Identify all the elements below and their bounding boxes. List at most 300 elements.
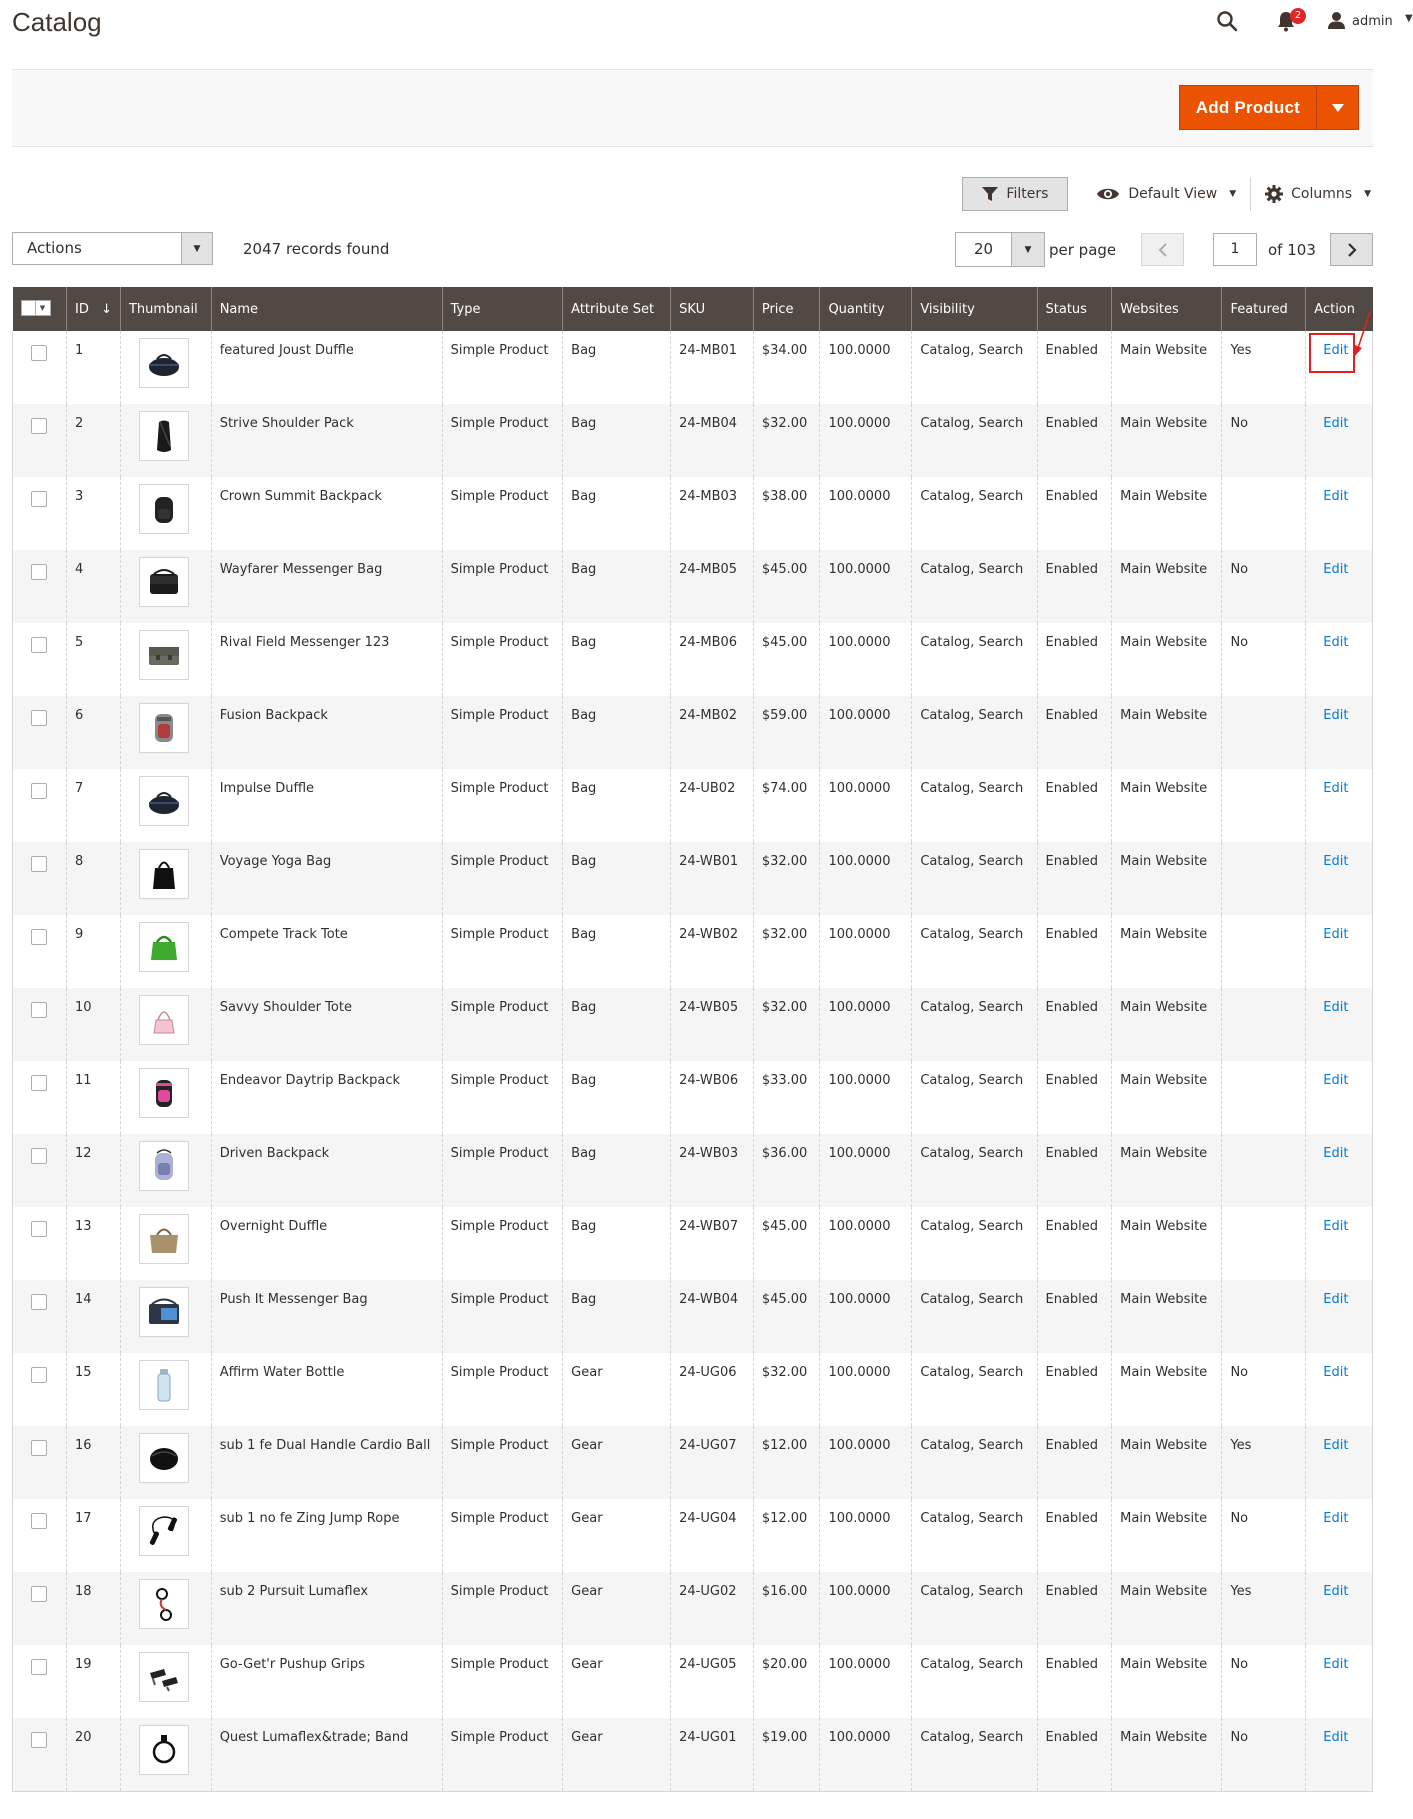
row-checkbox[interactable] <box>31 1513 47 1529</box>
cell-websites: Main Website <box>1112 1426 1222 1499</box>
caret-down-icon: ▼ <box>39 303 46 312</box>
cell-thumbnail <box>120 477 211 550</box>
cell-quantity: 100.0000 <box>820 1572 912 1645</box>
cell-status: Enabled <box>1037 769 1112 842</box>
cell-thumbnail <box>120 1426 211 1499</box>
cell-select <box>13 1280 67 1353</box>
cell-attribute-set: Bag <box>563 842 671 915</box>
cell-type: Simple Product <box>442 1499 563 1572</box>
cell-thumbnail <box>120 1645 211 1718</box>
cell-id: 10 <box>66 988 120 1061</box>
cell-websites: Main Website <box>1112 1353 1222 1426</box>
cell-id: 19 <box>66 1645 120 1718</box>
cell-id: 14 <box>66 1280 120 1353</box>
cell-websites: Main Website <box>1112 1572 1222 1645</box>
cell-attribute-set: Bag <box>563 1207 671 1280</box>
table-row[interactable] <box>13 623 1373 696</box>
cell-quantity: 100.0000 <box>820 404 912 477</box>
edit-link[interactable]: Edit <box>1323 489 1349 504</box>
edit-link[interactable]: Edit <box>1323 1365 1349 1380</box>
product-thumbnail[interactable] <box>139 1068 189 1118</box>
previous-page-button[interactable] <box>1141 233 1184 266</box>
cell-visibility: Catalog, Search <box>912 1572 1037 1645</box>
table-row[interactable] <box>13 696 1373 769</box>
product-thumbnail[interactable] <box>139 1579 189 1629</box>
product-grid <box>12 287 1373 1792</box>
cell-status: Enabled <box>1037 1718 1112 1791</box>
table-row[interactable] <box>13 550 1373 623</box>
tote-icon <box>144 854 184 894</box>
cell-price: $12.00 <box>753 1426 820 1499</box>
shoulder-pack-icon <box>144 416 184 456</box>
row-checkbox[interactable] <box>31 1221 47 1237</box>
cell-id: 8 <box>66 842 120 915</box>
edit-link[interactable]: Edit <box>1323 416 1349 431</box>
cell-action <box>1306 1061 1373 1134</box>
grid-header-row <box>13 287 1373 331</box>
cell-websites: Main Website <box>1112 915 1222 988</box>
cell-sku: 24-WB07 <box>671 1207 754 1280</box>
cell-name: sub 1 fe Dual Handle Cardio Ball <box>211 1426 442 1499</box>
row-checkbox[interactable] <box>31 710 47 726</box>
columns-switcher[interactable] <box>1265 185 1371 203</box>
cell-action <box>1306 1499 1373 1572</box>
cell-action <box>1306 404 1373 477</box>
cell-select <box>13 769 67 842</box>
search-icon[interactable] <box>1216 10 1238 32</box>
row-checkbox[interactable] <box>31 1732 47 1748</box>
cell-thumbnail <box>120 623 211 696</box>
row-checkbox[interactable] <box>31 929 47 945</box>
cell-sku: 24-MB03 <box>671 477 754 550</box>
column-header-id[interactable]: ID ↓ <box>66 287 120 331</box>
cell-select <box>13 1207 67 1280</box>
cell-price: $45.00 <box>753 550 820 623</box>
cell-sku: 24-UG07 <box>671 1426 754 1499</box>
cell-visibility: Catalog, Search <box>912 769 1037 842</box>
cell-name: Overnight Duffle <box>211 1207 442 1280</box>
cell-thumbnail <box>120 915 211 988</box>
cell-status: Enabled <box>1037 477 1112 550</box>
cell-websites: Main Website <box>1112 477 1222 550</box>
cell-featured: No <box>1222 1353 1306 1426</box>
product-thumbnail[interactable] <box>139 1725 189 1775</box>
cell-attribute-set: Gear <box>563 1645 671 1718</box>
edit-link[interactable]: Edit <box>1323 562 1349 577</box>
edit-link[interactable]: Edit <box>1323 343 1349 358</box>
row-checkbox[interactable] <box>31 637 47 653</box>
lumaflex-icon <box>144 1584 184 1624</box>
records-count: 2047 records found <box>243 240 390 258</box>
page-title: Catalog <box>12 7 102 37</box>
table-row[interactable] <box>13 331 1373 404</box>
edit-link[interactable]: Edit <box>1323 708 1349 723</box>
cell-websites: Main Website <box>1112 623 1222 696</box>
cell-sku: 24-WB02 <box>671 915 754 988</box>
table-row[interactable] <box>13 1207 1373 1280</box>
cell-select <box>13 988 67 1061</box>
product-thumbnail[interactable] <box>139 1652 189 1702</box>
cell-sku: 24-MB04 <box>671 404 754 477</box>
cell-name: Endeavor Daytrip Backpack <box>211 1061 442 1134</box>
cell-price: $45.00 <box>753 623 820 696</box>
product-thumbnail[interactable] <box>139 995 189 1045</box>
edit-link[interactable]: Edit <box>1323 1438 1349 1453</box>
row-checkbox[interactable] <box>31 1440 47 1456</box>
cell-quantity: 100.0000 <box>820 988 912 1061</box>
product-thumbnail[interactable] <box>139 1287 189 1337</box>
cell-featured: Yes <box>1222 1572 1306 1645</box>
cell-name: featured Joust Duffle <box>211 331 442 404</box>
cell-featured <box>1222 1280 1306 1353</box>
cell-type: Simple Product <box>442 1061 563 1134</box>
row-checkbox[interactable] <box>31 418 47 434</box>
water-bottle-icon <box>144 1365 184 1405</box>
cell-type: Simple Product <box>442 1718 563 1791</box>
cell-quantity: 100.0000 <box>820 1280 912 1353</box>
tan-duffle-icon <box>144 1219 184 1259</box>
cell-select <box>13 404 67 477</box>
cell-type: Simple Product <box>442 1426 563 1499</box>
cell-action <box>1306 842 1373 915</box>
row-checkbox[interactable] <box>31 1148 47 1164</box>
cell-name: Fusion Backpack <box>211 696 442 769</box>
edit-link[interactable]: Edit <box>1323 1584 1349 1599</box>
cell-id: 17 <box>66 1499 120 1572</box>
duffle-icon <box>144 781 184 821</box>
sort-arrow-down-icon: ↓ <box>101 301 112 317</box>
column-header-featured[interactable]: Featured <box>1222 287 1306 331</box>
cell-quantity: 100.0000 <box>820 1353 912 1426</box>
table-row[interactable] <box>13 1718 1373 1791</box>
cell-attribute-set: Bag <box>563 404 671 477</box>
product-thumbnail[interactable] <box>139 1141 189 1191</box>
column-header-type[interactable]: Type <box>442 287 563 331</box>
product-thumbnail[interactable] <box>139 338 189 388</box>
filters-label: Filters <box>1006 186 1049 202</box>
cell-price: $32.00 <box>753 915 820 988</box>
cell-websites: Main Website <box>1112 404 1222 477</box>
pink-tote-icon <box>144 1000 184 1040</box>
edit-link[interactable]: Edit <box>1323 854 1349 869</box>
cell-name: Savvy Shoulder Tote <box>211 988 442 1061</box>
edit-link[interactable]: Edit <box>1323 1219 1349 1234</box>
table-row[interactable] <box>13 1645 1373 1718</box>
caret-down-icon[interactable]: ▼ <box>1405 13 1413 24</box>
cell-id: 1 <box>66 331 120 404</box>
cell-action <box>1306 1280 1373 1353</box>
product-thumbnail[interactable] <box>139 922 189 972</box>
cell-websites: Main Website <box>1112 1061 1222 1134</box>
cell-attribute-set: Gear <box>563 1572 671 1645</box>
cell-select <box>13 915 67 988</box>
cell-price: $36.00 <box>753 1134 820 1207</box>
cell-visibility: Catalog, Search <box>912 1645 1037 1718</box>
cell-thumbnail <box>120 1134 211 1207</box>
column-header-price[interactable]: Price <box>753 287 820 331</box>
cell-visibility: Catalog, Search <box>912 477 1037 550</box>
cell-name: Quest Lumaflex&trade; Band <box>211 1718 442 1791</box>
next-page-button[interactable] <box>1330 233 1373 266</box>
cell-visibility: Catalog, Search <box>912 1353 1037 1426</box>
product-thumbnail[interactable] <box>139 703 189 753</box>
cell-visibility: Catalog, Search <box>912 842 1037 915</box>
cell-quantity: 100.0000 <box>820 623 912 696</box>
cardio-ball-icon <box>144 1438 184 1478</box>
edit-link[interactable]: Edit <box>1323 1146 1349 1161</box>
cell-featured <box>1222 1061 1306 1134</box>
table-row[interactable] <box>13 1572 1373 1645</box>
cell-name: Push It Messenger Bag <box>211 1280 442 1353</box>
cell-action <box>1306 550 1373 623</box>
cell-id: 9 <box>66 915 120 988</box>
product-thumbnail[interactable] <box>139 630 189 680</box>
cell-action <box>1306 988 1373 1061</box>
cell-price: $45.00 <box>753 1207 820 1280</box>
row-checkbox[interactable] <box>31 491 47 507</box>
product-thumbnail[interactable] <box>139 557 189 607</box>
product-thumbnail[interactable] <box>139 1214 189 1264</box>
cell-featured <box>1222 769 1306 842</box>
cell-attribute-set: Gear <box>563 1499 671 1572</box>
product-thumbnail[interactable] <box>139 776 189 826</box>
cell-websites: Main Website <box>1112 769 1222 842</box>
cell-quantity: 100.0000 <box>820 696 912 769</box>
cell-select <box>13 1061 67 1134</box>
backpack-icon <box>144 489 184 529</box>
product-thumbnail[interactable] <box>139 411 189 461</box>
table-row[interactable] <box>13 1280 1373 1353</box>
cell-id: 6 <box>66 696 120 769</box>
cell-quantity: 100.0000 <box>820 915 912 988</box>
cell-status: Enabled <box>1037 1134 1112 1207</box>
product-thumbnail[interactable] <box>139 484 189 534</box>
cell-thumbnail <box>120 331 211 404</box>
table-row[interactable] <box>13 1426 1373 1499</box>
caret-down-icon: ▼ <box>181 233 212 264</box>
row-checkbox[interactable] <box>31 783 47 799</box>
cell-name: Strive Shoulder Pack <box>211 404 442 477</box>
cell-featured: Yes <box>1222 1426 1306 1499</box>
fusion-backpack-icon <box>144 708 184 748</box>
grid-controls <box>962 177 1371 211</box>
cell-type: Simple Product <box>442 550 563 623</box>
cell-attribute-set: Bag <box>563 696 671 769</box>
divider <box>1250 177 1251 211</box>
cell-websites: Main Website <box>1112 988 1222 1061</box>
cell-name: Crown Summit Backpack <box>211 477 442 550</box>
cell-name: Impulse Duffle <box>211 769 442 842</box>
row-checkbox[interactable] <box>31 1294 47 1310</box>
cell-visibility: Catalog, Search <box>912 988 1037 1061</box>
cell-attribute-set: Bag <box>563 1061 671 1134</box>
cell-thumbnail <box>120 1280 211 1353</box>
cell-price: $20.00 <box>753 1645 820 1718</box>
cell-visibility: Catalog, Search <box>912 331 1037 404</box>
cell-name: Rival Field Messenger 123 <box>211 623 442 696</box>
cell-id: 4 <box>66 550 120 623</box>
blue-messenger-icon <box>144 1292 184 1332</box>
user-icon[interactable] <box>1327 11 1346 30</box>
cell-action <box>1306 1572 1373 1645</box>
cell-action <box>1306 1353 1373 1426</box>
cell-sku: 24-UG01 <box>671 1718 754 1791</box>
cell-quantity: 100.0000 <box>820 1499 912 1572</box>
cell-type: Simple Product <box>442 1280 563 1353</box>
column-header-status[interactable]: Status <box>1037 287 1112 331</box>
cell-featured <box>1222 842 1306 915</box>
edit-link[interactable]: Edit <box>1323 927 1349 942</box>
table-row[interactable] <box>13 842 1373 915</box>
cell-name: sub 1 no fe Zing Jump Rope <box>211 1499 442 1572</box>
product-thumbnail[interactable] <box>139 849 189 899</box>
edit-link[interactable]: Edit <box>1323 1657 1349 1672</box>
view-switcher[interactable] <box>1096 186 1236 202</box>
row-checkbox[interactable] <box>31 1659 47 1675</box>
jump-rope-icon <box>144 1511 184 1551</box>
product-thumbnail[interactable] <box>139 1506 189 1556</box>
cell-type: Simple Product <box>442 988 563 1061</box>
notification-count-badge[interactable]: 2 <box>1290 8 1306 24</box>
product-thumbnail[interactable] <box>139 1360 189 1410</box>
cell-price: $19.00 <box>753 1718 820 1791</box>
table-row[interactable] <box>13 477 1373 550</box>
cell-sku: 24-UG04 <box>671 1499 754 1572</box>
cell-attribute-set: Bag <box>563 769 671 842</box>
edit-link[interactable]: Edit <box>1323 781 1349 796</box>
duffle-icon <box>144 343 184 383</box>
cell-price: $45.00 <box>753 1280 820 1353</box>
table-row[interactable] <box>13 1134 1373 1207</box>
cell-sku: 24-UB02 <box>671 769 754 842</box>
cell-featured: No <box>1222 404 1306 477</box>
field-messenger-icon <box>144 635 184 675</box>
cell-featured <box>1222 1134 1306 1207</box>
cell-attribute-set: Bag <box>563 1134 671 1207</box>
cell-type: Simple Product <box>442 769 563 842</box>
cell-attribute-set: Bag <box>563 477 671 550</box>
columns-label: Columns <box>1291 186 1353 202</box>
table-row[interactable] <box>13 404 1373 477</box>
mass-actions-select[interactable] <box>12 232 213 265</box>
cell-select <box>13 1645 67 1718</box>
row-checkbox[interactable] <box>31 1367 47 1383</box>
cell-status: Enabled <box>1037 1645 1112 1718</box>
row-checkbox[interactable] <box>31 564 47 580</box>
row-checkbox[interactable] <box>31 856 47 872</box>
per-page-select[interactable] <box>955 232 1045 267</box>
column-header-websites[interactable]: Websites <box>1112 287 1222 331</box>
select-all-checkbox[interactable] <box>21 300 51 316</box>
cell-name: Go-Get'r Pushup Grips <box>211 1645 442 1718</box>
edit-link[interactable]: Edit <box>1323 635 1349 650</box>
edit-link[interactable]: Edit <box>1323 1730 1349 1745</box>
product-thumbnail[interactable] <box>139 1433 189 1483</box>
cell-status: Enabled <box>1037 1499 1112 1572</box>
cell-type: Simple Product <box>442 1134 563 1207</box>
cell-status: Enabled <box>1037 842 1112 915</box>
cell-attribute-set: Gear <box>563 1353 671 1426</box>
cell-attribute-set: Bag <box>563 623 671 696</box>
cell-select <box>13 696 67 769</box>
cell-quantity: 100.0000 <box>820 331 912 404</box>
cell-thumbnail <box>120 769 211 842</box>
edit-link[interactable]: Edit <box>1323 1511 1349 1526</box>
cell-select <box>13 1572 67 1645</box>
cell-visibility: Catalog, Search <box>912 1207 1037 1280</box>
cell-quantity: 100.0000 <box>820 1207 912 1280</box>
cell-websites: Main Website <box>1112 331 1222 404</box>
per-page-label: per page <box>1049 241 1117 259</box>
edit-link[interactable]: Edit <box>1323 1000 1349 1015</box>
cell-select <box>13 550 67 623</box>
funnel-icon <box>982 186 998 202</box>
cell-sku: 24-MB05 <box>671 550 754 623</box>
cell-status: Enabled <box>1037 1061 1112 1134</box>
cell-type: Simple Product <box>442 404 563 477</box>
cell-thumbnail <box>120 550 211 623</box>
cell-visibility: Catalog, Search <box>912 1061 1037 1134</box>
cell-quantity: 100.0000 <box>820 1645 912 1718</box>
row-checkbox[interactable] <box>31 345 47 361</box>
cell-status: Enabled <box>1037 331 1112 404</box>
table-row[interactable] <box>13 769 1373 842</box>
cell-quantity: 100.0000 <box>820 1426 912 1499</box>
cell-featured: Yes <box>1222 331 1306 404</box>
add-product-dropdown-toggle[interactable] <box>1316 86 1358 129</box>
current-page-input[interactable]: 1 <box>1213 233 1257 266</box>
resistance-band-icon <box>144 1730 184 1770</box>
column-header-name[interactable]: Name <box>211 287 442 331</box>
column-header-sku[interactable]: SKU <box>671 287 754 331</box>
cell-quantity: 100.0000 <box>820 769 912 842</box>
cell-name: Compete Track Tote <box>211 915 442 988</box>
cell-thumbnail <box>120 404 211 477</box>
row-checkbox[interactable] <box>31 1586 47 1602</box>
per-page-value: 20 <box>973 240 994 258</box>
column-header-attribute-set[interactable]: Attribute Set <box>563 287 671 331</box>
cell-status: Enabled <box>1037 1353 1112 1426</box>
edit-link[interactable]: Edit <box>1323 1292 1349 1307</box>
column-header-quantity[interactable]: Quantity <box>820 287 912 331</box>
filters-button[interactable] <box>962 177 1068 211</box>
edit-highlight-annotation <box>1309 333 1355 373</box>
cell-select <box>13 842 67 915</box>
table-row[interactable] <box>13 1499 1373 1572</box>
user-name[interactable]: admin <box>1352 14 1393 29</box>
table-row[interactable] <box>13 915 1373 988</box>
cell-attribute-set: Bag <box>563 1280 671 1353</box>
table-row[interactable] <box>13 1061 1373 1134</box>
row-checkbox[interactable] <box>31 1075 47 1091</box>
edit-link[interactable]: Edit <box>1323 1073 1349 1088</box>
column-header-visibility[interactable]: Visibility <box>912 287 1037 331</box>
table-row[interactable] <box>13 988 1373 1061</box>
select-all-header[interactable] <box>13 287 67 331</box>
cell-websites: Main Website <box>1112 1207 1222 1280</box>
table-row[interactable] <box>13 1353 1373 1426</box>
annotation-arrow-icon <box>1352 312 1372 356</box>
cell-attribute-set: Bag <box>563 550 671 623</box>
row-checkbox[interactable] <box>31 1002 47 1018</box>
cell-visibility: Catalog, Search <box>912 550 1037 623</box>
grid-body <box>13 331 1373 1791</box>
cell-action <box>1306 477 1373 550</box>
cell-price: $32.00 <box>753 404 820 477</box>
view-label: Default View <box>1128 186 1218 202</box>
add-product-button[interactable]: Add Product <box>1195 98 1300 117</box>
cell-type: Simple Product <box>442 1353 563 1426</box>
